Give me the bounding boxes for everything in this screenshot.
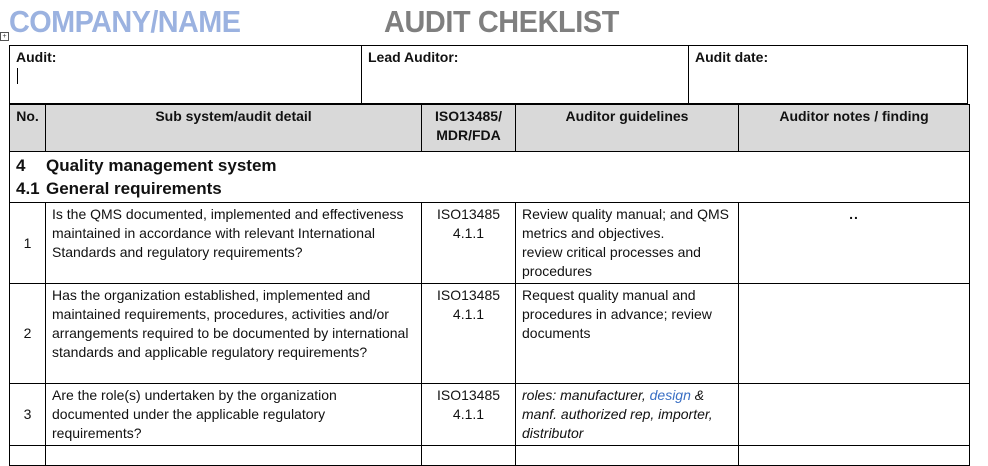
section-row (10, 152, 970, 203)
row-number: 2 (10, 284, 46, 384)
row-iso-standard: ISO13485 (436, 206, 501, 222)
row-notes[interactable] (739, 446, 970, 466)
col-header-detail: Sub system/audit detail (46, 105, 422, 152)
row-iso-clause: 4.1.1 (452, 406, 485, 422)
guideline-text-part: roles: manufacturer, (522, 387, 650, 403)
guideline-line: Review quality manual; and QMS metrics and objectives. (522, 206, 729, 241)
audit-label: Audit: (16, 49, 57, 65)
subsection-heading (16, 177, 963, 200)
table-move-handle-icon[interactable]: + (0, 32, 9, 41)
guideline-line: Request quality manual and procedures in advance; review documents (522, 287, 712, 341)
row-guidelines[interactable] (516, 446, 739, 466)
row-iso-clause: 4.1.1 (452, 306, 485, 322)
subsection-title: General requirements (46, 179, 222, 198)
audit-checklist-table (9, 104, 970, 466)
table-row (10, 284, 970, 384)
col-header-no: No. (10, 105, 46, 152)
col-header-iso-line2: MDR/FDA (436, 127, 501, 143)
row-notes[interactable] (739, 203, 970, 284)
row-iso-standard: ISO13485 (436, 287, 501, 303)
row-detail[interactable]: Are the role(s) undertaken by the organization documented under the applicable regulatory requirements? (46, 384, 422, 446)
col-header-iso-line1: ISO13485/ (435, 108, 502, 124)
guideline-text-part: & manf. authorized rep, importer, distributor (522, 387, 713, 441)
row-notes[interactable] (739, 384, 970, 446)
audit-date-label: Audit date: (695, 49, 769, 65)
table-row (10, 203, 970, 284)
col-header-guidelines: Auditor guidelines (516, 105, 739, 152)
subsection-number: 4.1 (16, 179, 40, 198)
row-notes[interactable] (739, 284, 970, 384)
row-number (10, 446, 46, 466)
row-iso-clause: 4.1.1 (452, 225, 485, 241)
row-guidelines[interactable] (516, 203, 739, 284)
row-iso-standard: ISO13485 (436, 387, 501, 403)
lead-auditor-label: Lead Auditor: (368, 49, 459, 65)
audit-field[interactable] (10, 46, 362, 103)
company-name: COMPANY/NAME (9, 4, 241, 39)
section-number: 4 (16, 156, 26, 175)
row-iso (422, 284, 516, 384)
row-number: 1 (10, 203, 46, 284)
row-detail[interactable]: Has the organization established, implemented and maintained requirements, procedures, activities and/or arrangements required to be documented by international standards and applicable regulatory requirements? (46, 284, 422, 384)
row-detail[interactable] (46, 446, 422, 466)
table-row (10, 384, 970, 446)
table-row (10, 446, 970, 466)
notes-text: .. (849, 206, 859, 222)
audit-info-header (9, 45, 968, 104)
text-cursor (17, 68, 18, 84)
row-detail[interactable]: Is the QMS documented, implemented and effectiveness maintained in accordance with relevant International Standards and regulatory requirements? (46, 203, 422, 284)
guideline-highlight: design (649, 387, 691, 403)
row-iso (422, 384, 516, 446)
col-header-iso (422, 105, 516, 152)
document-title: AUDIT CHEKLIST (384, 4, 620, 39)
section-title: Quality management system (46, 156, 277, 175)
lead-auditor-field[interactable] (362, 46, 689, 103)
guideline-line: review critical processes and procedures (522, 244, 701, 279)
col-header-notes: Auditor notes / finding (739, 105, 970, 152)
section-heading-cell (10, 152, 970, 203)
row-iso (422, 446, 516, 466)
row-guidelines[interactable] (516, 384, 739, 446)
row-iso (422, 203, 516, 284)
audit-date-field[interactable] (689, 46, 969, 103)
section-heading (16, 154, 963, 177)
row-guidelines[interactable] (516, 284, 739, 384)
column-header-row (10, 105, 970, 152)
row-number: 3 (10, 384, 46, 446)
